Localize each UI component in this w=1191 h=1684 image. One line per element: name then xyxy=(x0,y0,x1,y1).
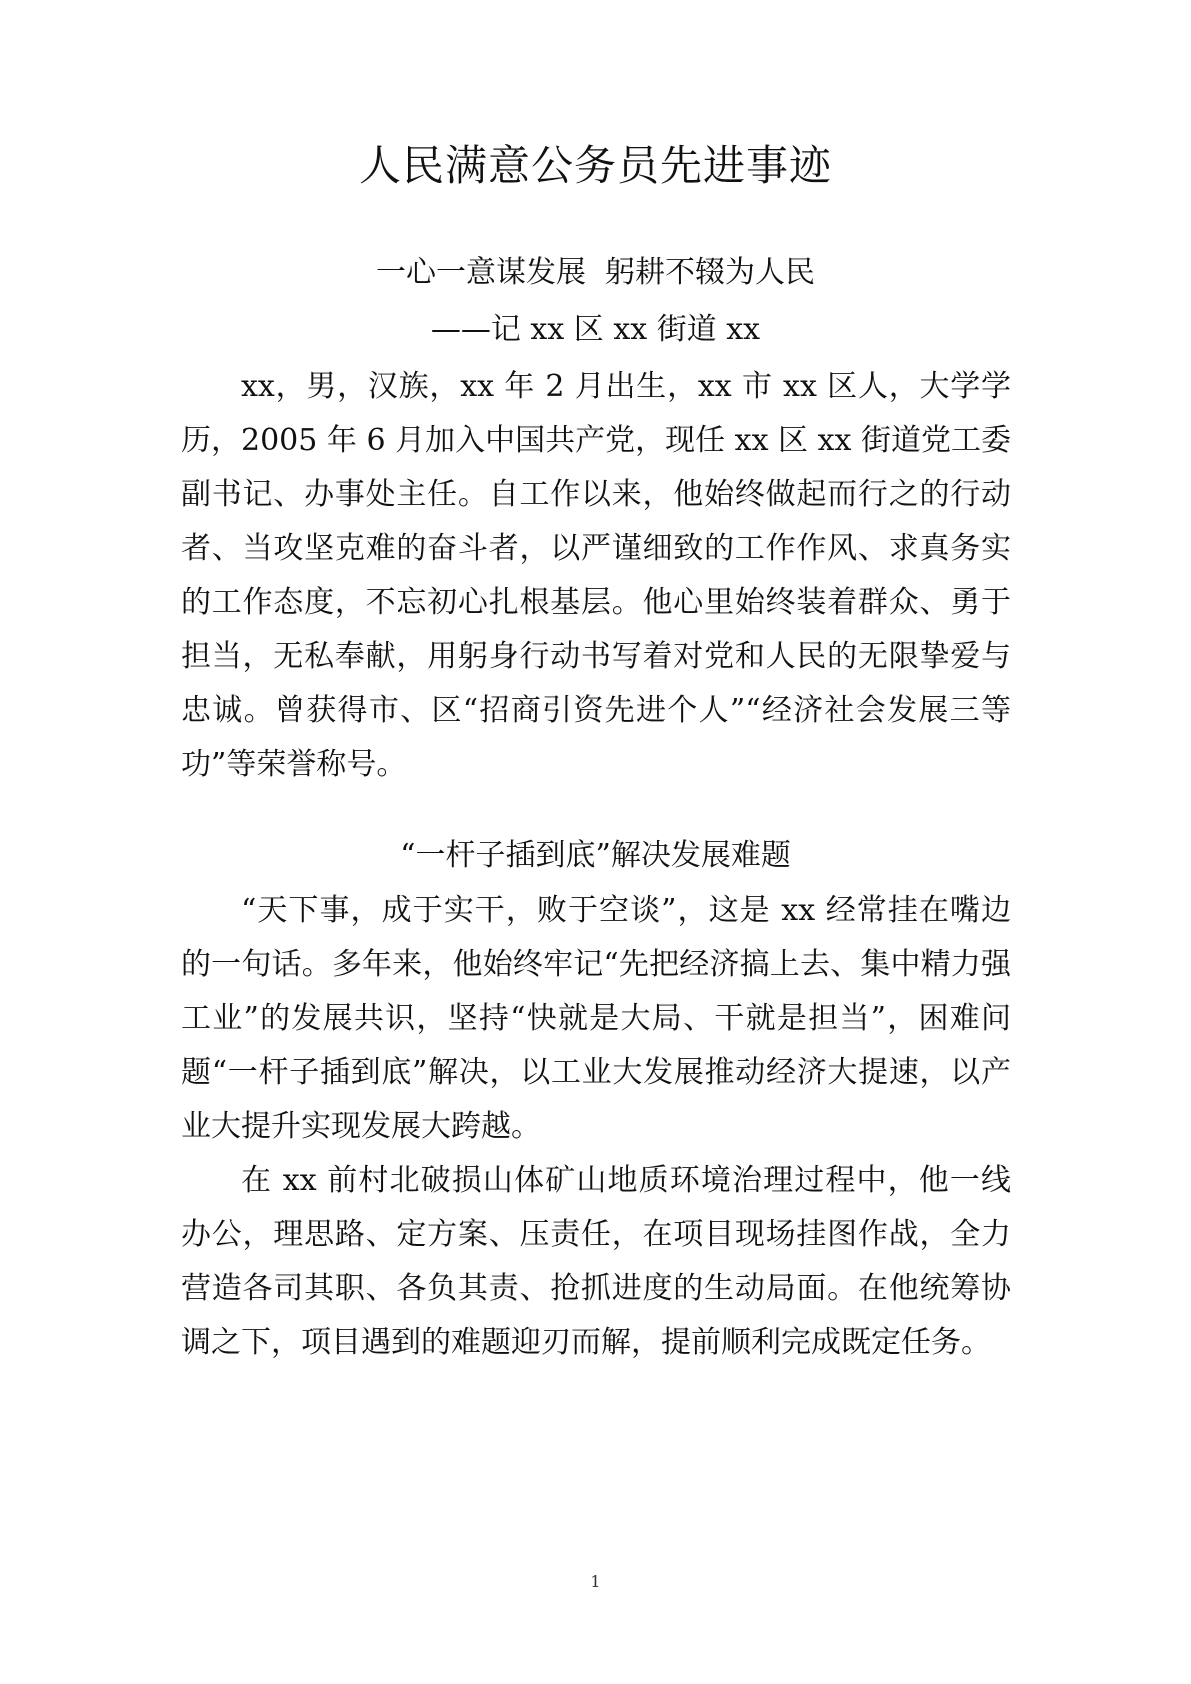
document-title: 人民满意公务员先进事迹 xyxy=(358,141,832,190)
section-heading: “一杆子插到底”解决发展难题 xyxy=(400,838,791,873)
paragraph-project: 在 xx 前村北破损山体矿山地质环境治理过程中，他一线办公，理思路、定方案、压责任，在项目现场挂图作战，全力营造各司其职、各负其责、抢抓进度的生动局面。在他统筹协调之下，项目遇到的难题迎刃而解，提前顺利完成既定任务。 xyxy=(181,1163,1011,1360)
paragraph-intro: xx，男，汉族，xx 年 2 月出生，xx 市 xx 区人，大学学历，2005 年 6 月加入中国共产党，现任 xx 区 xx 街道党工委副书记、办事处主任。自工作以来，他始终做起而行之的行动者、当攻坚克难的奋斗者，以严谨细致的工作作风、求真务实的工作态度，不忘初心扎根基层。他心里始终装着群众、勇于担当，无私奉献，用躬身行动书写着对党和人民的无限挚爱与忠诚。曾获得市、区“招商引资先进个人”“经济社会发展三等功”等荣誉称号。 xyxy=(181,369,1011,782)
subtitle-byline: ——记 xx 区 xx 街道 xx xyxy=(430,312,761,347)
subtitle-main: 一心一意谋发展 躬耕不辍为人民 xyxy=(375,255,816,290)
page-number: 1 xyxy=(590,1572,601,1591)
paragraph-quote: “天下事，成于实干，败于空谈”，这是 xx 经常挂在嘴边的一句话。多年来，他始终牢记“先把经济搞上去、集中精力强工业”的发展共识，坚持“快就是大局、干就是担当”，困难问题“一杆子插到底”解决，以工业大发展推动经济大提速，以产业大提升实现发展大跨越。 xyxy=(181,893,1011,1144)
